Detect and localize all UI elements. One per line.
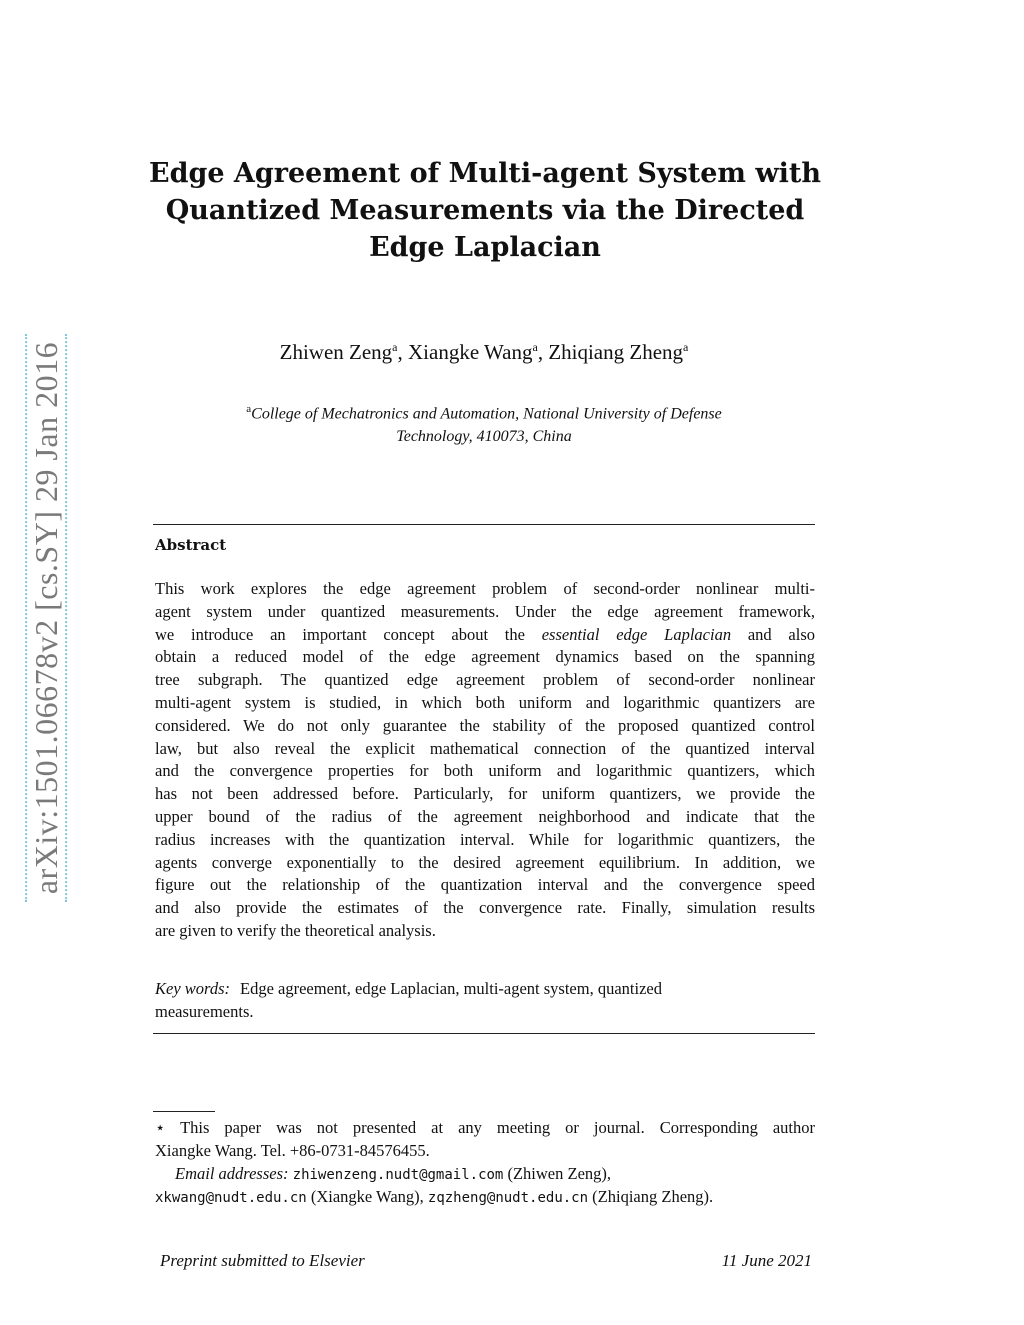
- author-affil-mark: a: [392, 340, 398, 354]
- abstract-line: figure out the relationship of the quantization interval and the convergence speed: [155, 875, 815, 895]
- affiliation-line: Technology, 410073, China: [396, 428, 572, 446]
- footnote-rule: [153, 1111, 215, 1112]
- arxiv-identifier-text: arXiv:1501.06678v2 [cs.SY] 29 Jan 2016: [25, 333, 67, 901]
- keywords: [155, 978, 815, 1024]
- abstract-line: and also provide the estimates of the convergence rate. Finally, simulation results: [155, 898, 815, 918]
- email-link[interactable]: zqzheng@nudt.edu.cn: [427, 1190, 589, 1207]
- footer-date: 11 June 2021: [721, 1251, 812, 1270]
- footer-preprint-note: Preprint submitted to Elsevier: [160, 1251, 365, 1270]
- abstract-line: and the convergence properties for both uniform and logarithmic quantizers, which: [155, 761, 815, 781]
- abstract-line: multi-agent system is studied, in which both uniform and logarithmic quantizers are: [155, 692, 815, 712]
- abstract-top-rule: [153, 524, 815, 525]
- author-affil-mark: a: [532, 340, 538, 354]
- abstract-heading: Abstract: [155, 536, 227, 554]
- author-name: Xiangke Wang: [408, 340, 533, 364]
- title-line: Edge Agreement of Multi-agent System with: [149, 158, 821, 189]
- abstract-line: agent system under quantized measurements. Under the edge agreement framework,: [155, 601, 815, 621]
- abstract-line: tree subgraph. The quantized edge agreement problem of second-order nonlinear: [155, 670, 815, 690]
- footnote: [155, 1117, 815, 1210]
- abstract-line: obtain a reduced model of the edge agreement dynamics based on the spanning: [155, 647, 815, 667]
- keywords-label: Key words:: [155, 979, 231, 998]
- paper-title: [140, 155, 830, 266]
- footnote-star: ⋆: [155, 1118, 166, 1137]
- abstract-body: [155, 578, 815, 943]
- arxiv-identifier-stamp: [30, 330, 62, 905]
- abstract-line: are given to verify the theoretical analysis.: [155, 920, 436, 940]
- affiliation-line: $^a$College of Mechatronics and Automation, National University of Defense: [246, 403, 722, 423]
- abstract-line: agents converge exponentially to the desired agreement equilibrium. In addition, we: [155, 852, 815, 872]
- title-line: Edge Laplacian: [369, 232, 601, 263]
- page-footer: [160, 1251, 812, 1271]
- title-line: Quantized Measurements via the Directed: [165, 195, 805, 226]
- footnote-emails: xkwang@nudt.edu.cn (Xiangke Wang), zqzheng@nudt.edu.cn (Zhiqiang Zheng).: [155, 1187, 714, 1207]
- affiliation-mark: a: [246, 403, 252, 415]
- abstract-bottom-rule: [153, 1033, 815, 1034]
- footnote-line: Xiangke Wang. Tel. +86-0731-84576455.: [155, 1140, 430, 1160]
- abstract-line: we introduce an important concept about the essential edge Laplacian and also: [155, 624, 816, 644]
- footnote-emails: Email addresses: zhiwenzeng.nudt@gmail.com (Zhiwen Zeng),: [175, 1163, 612, 1183]
- abstract-emphasis: essential edge Laplacian: [541, 624, 732, 644]
- affiliation: [150, 398, 818, 448]
- keywords-text: Edge agreement, edge Laplacian, multi-agent system, quantized: [240, 979, 662, 998]
- abstract-line: upper bound of the radius of the agreement neighborhood and indicate that the: [155, 806, 815, 826]
- abstract-line: This work explores the edge agreement problem of second-order nonlinear multi-: [155, 579, 815, 598]
- footnote-line: ⋆ This paper was not presented at any meeting or journal. Corresponding author: [155, 1118, 816, 1137]
- abstract-line: radius increases with the quantization interval. While for logarithmic quantizers, the: [155, 829, 815, 849]
- abstract-line: has not been addressed before. Particularly, for uniform quantizers, we provide the: [155, 784, 815, 804]
- author-affil-mark: a: [683, 340, 689, 354]
- abstract-line: law, but also reveal the explicit mathematical connection of the quantized interval: [155, 738, 815, 758]
- author-name: Zhiqiang Zheng: [548, 340, 684, 364]
- keywords-text: measurements.: [155, 1001, 254, 1021]
- author-name: Zhiwen Zeng: [279, 340, 393, 364]
- email-link[interactable]: zhiwenzeng.nudt@gmail.com: [292, 1166, 504, 1183]
- author-list: Zhiwen Zeng$^a$, Xiangke Wang$^a$, Zhiqiang Zheng$^a$: [279, 340, 689, 364]
- abstract-line: considered. We do not only guarantee the stability of the proposed quantized control: [155, 715, 815, 735]
- email-link[interactable]: xkwang@nudt.edu.cn: [155, 1190, 307, 1207]
- email-label: Email addresses:: [175, 1163, 289, 1183]
